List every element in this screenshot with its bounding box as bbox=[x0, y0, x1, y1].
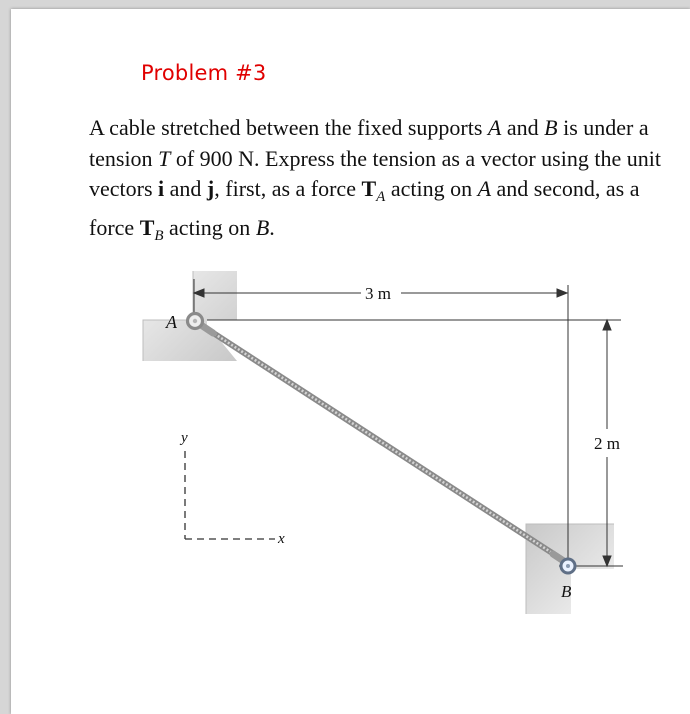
statement-text: and second, as a force bbox=[89, 176, 640, 240]
statement-point-a: A bbox=[487, 115, 502, 140]
label-dim-horizontal: 3 m bbox=[365, 284, 391, 303]
force-ta-subscript: A bbox=[376, 189, 386, 206]
statement-text: is under a tension bbox=[89, 115, 649, 171]
statement-point-a: A bbox=[477, 176, 492, 201]
statement-text: A cable stretched between the fixed supports bbox=[89, 115, 488, 140]
force-tb-subscript: B bbox=[154, 228, 164, 245]
statement-text: acting on bbox=[385, 176, 478, 201]
problem-title: Problem #3 bbox=[141, 61, 267, 85]
label-axis-y: y bbox=[181, 430, 188, 446]
unit-vector-j: j bbox=[206, 176, 215, 201]
statement-text: acting on bbox=[163, 214, 256, 240]
dimension-lines bbox=[194, 279, 623, 566]
statement-text: . bbox=[269, 214, 275, 240]
statement-text: and bbox=[501, 115, 545, 140]
statement-point-b: B bbox=[544, 115, 558, 140]
statement-text: of 900 N. Express the tension as a vector using the unit vectors bbox=[89, 145, 661, 201]
statement-text: , first, as a force bbox=[214, 176, 362, 201]
unit-vector-i: i bbox=[158, 176, 165, 201]
label-point-a: A bbox=[166, 312, 177, 332]
coordinate-axes bbox=[185, 451, 275, 539]
document-page bbox=[11, 9, 690, 714]
label-dim-vertical: 2 m bbox=[594, 434, 620, 453]
statement-text: and bbox=[164, 176, 207, 201]
statement-tension-symbol: T bbox=[158, 145, 171, 171]
cable bbox=[201, 325, 563, 560]
label-axis-x: x bbox=[278, 531, 285, 547]
label-point-b: B bbox=[561, 582, 572, 601]
statement-point-b: B bbox=[255, 214, 270, 240]
force-tb-base: T bbox=[139, 214, 155, 240]
force-ta-base: T bbox=[361, 176, 377, 201]
cable-figure bbox=[11, 9, 690, 714]
